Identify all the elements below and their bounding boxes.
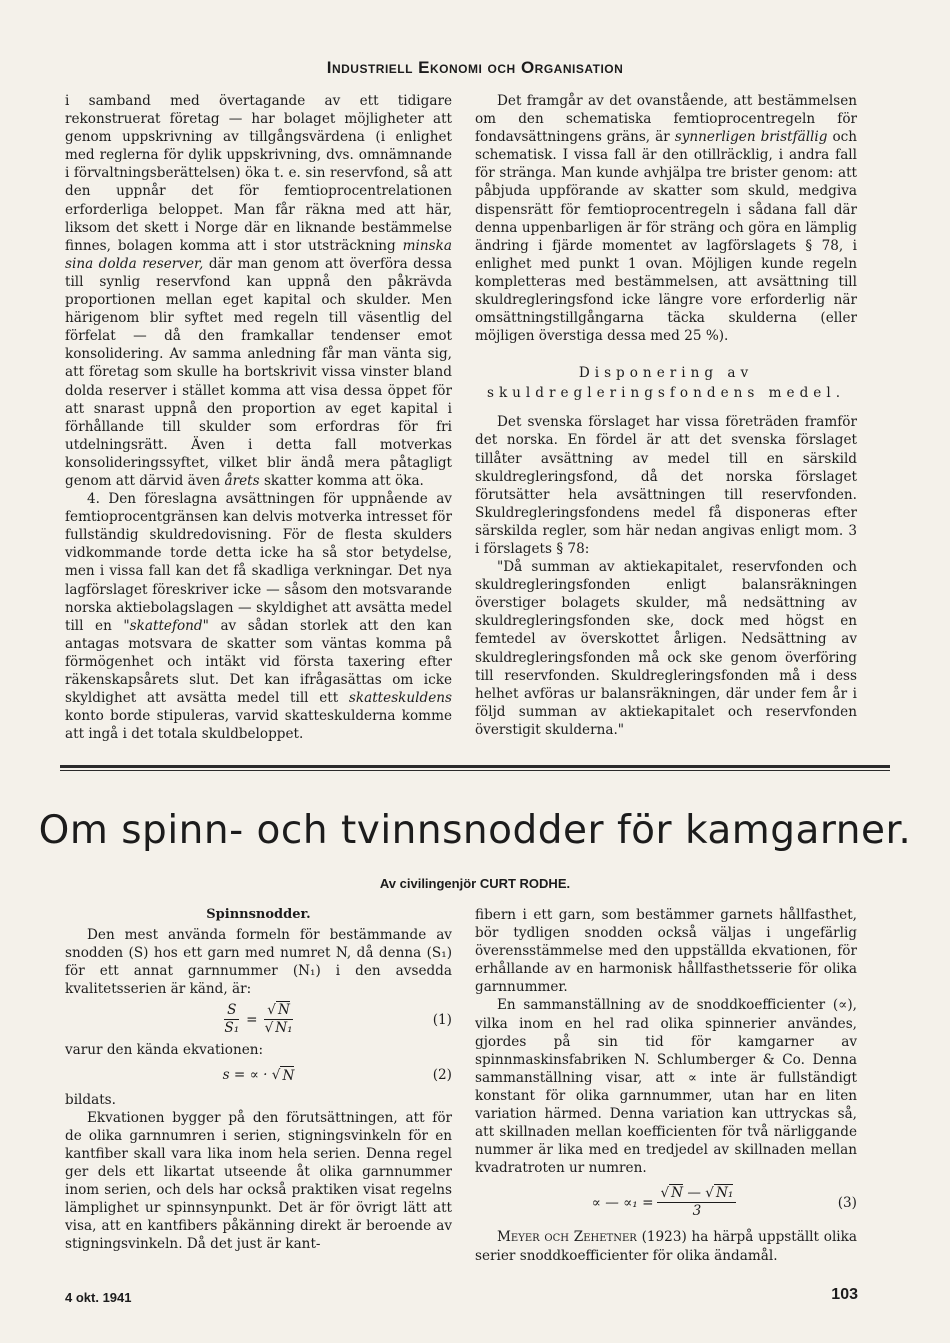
equation-1: $\frac{S}{\text{S₁}}$ = $\frac{√ N}{\text{√ N₁}}$ (1) (65, 1002, 452, 1037)
fraction: $\frac{√ N}{\text{√ N₁}}$ (264, 1002, 293, 1037)
section-divider (60, 765, 890, 768)
section-heading: Spinnsnodder. (206, 907, 311, 922)
equation-number: (3) (837, 1194, 857, 1211)
paragraph: fibern i ett garn, som bestämmer garnets hållfasthet, bör tydligen snodden också väljas i ungefärlig överensstämmelse med den uppställda ekvationen, för erhållande av en harmonisk hållfasthetsserie för olika garnnummer. (475, 907, 857, 996)
equation-number: (1) (432, 1011, 452, 1028)
issue-date: 4 okt. 1941 (65, 1290, 132, 1305)
bottom-left-column (65, 906, 452, 1254)
top-left-column (65, 92, 452, 743)
paragraph: i samband med övertagande av ett tidigare rekonstruerat företag — har bolaget möjligheter att genom uppskrivning av tillgångsvärdena (i enlighet med reglerna för dylik uppskrivning, dvs. omnämnande i förvaltningsberättelsen) öka t. e. sin reservfond, så att den uppnår det för femtioprocentrelationen erforderliga beloppet. Man får räkna med att här, liksom det skett i Norge där en liknande bestämmelse finnes, bolagen komma att i stor utsträckning minska sina dolda reserver, där man genom att överföra dessa till synlig reservfond kan uppnå den påkrävda proportionen mellan eget kapital och skulder. Men härigenom blir syftet med regeln till väsentlig del förfelat — då den framkallar tendenser emot konsolidering. Av samma anledning får man vänta sig, att företag som skulle ha bortskrivit vissa vinster bland dolda reserver i stället komma att visa dessa öppet för att snarast uppnå den proportion av eget kapital i förhållande till skulder som erfordras för fri utdelningsrätt. Även i detta fall motverkas konsolideringssyftet, vilket blir ändå mera påtagligt genom att därvid även årets skatter komma att öka. (65, 93, 452, 489)
paragraph: Meyer och Zehetner (1923) ha härpå uppställt olika serier snoddkoefficienter för olika ändamål. (475, 1229, 857, 1264)
fraction: $\frac{S}{\text{S₁}}$ (224, 1002, 240, 1037)
running-head: Industriell Ekonomi och Organisation (326, 58, 624, 77)
article-title: Om spinn- och tvinnsnodder för kamgarner. (38, 808, 912, 853)
bottom-right-column (475, 906, 857, 1265)
equation-2: s = ∝ · √ N (2) (222, 1067, 452, 1084)
section-heading: Disponering av skuldregleringsfondens medel. (486, 365, 846, 402)
paragraph: varur den kända ekvationen: (65, 1042, 264, 1059)
fraction: $\frac{\text{√ N — √ N₁}}{3}$ (657, 1185, 736, 1220)
page-number: 103 (831, 1286, 858, 1303)
paragraph: 4. Den föreslagna avsättningen för uppnående av femtioprocentgränsen kan delvis motverka intresset för fullständig skuldredovisning. För de flesta skulders vidkommande torde detta icke ha så stor betydelse, men i vissa fall kan det få skadliga verkningar. Det nya lagförslaget föreskriver icke — såsom den motsvarande norska aktiebolagslagen — skyldighet att avsätta medel till en "skattefond" av sådan storlek att den kan antagas motsvara de skatter som väntas komma på förmögenhet och intäkt vid första taxering efter räkenskapsårets slut. Det kan ifrågasättas om icke skyldighet att avsätta medel till ett skatteskuldens konto borde stipuleras, varvid skatteskulderna komme att ingå i det totala skuldbeloppet. (65, 491, 452, 743)
paragraph: Det framgår av det ovanstående, att bestämmelsen om den schematiska femtioprocentregeln för fondavsättningens gräns, är synnerligen bristfällig och schematisk. I vissa fall är den otillräcklig, i andra fall för stränga. Man kunde avhjälpa tre brister genom: att påbjuda uppförande av skatter som skuld, medgiva dispensrätt för femtioprocentregeln i sådana fall där denna uppenbarligen är för sträng och göra en lämplig ändring i fjärde momentet av lagförslagets § 78, i enlighet med punkt 1 ovan. Möjligen kunde regeln kompletteras med bestämmelsen, att avsättning till skuldregleringsfond icke längre vore erforderlig när omsättningstillgångarna täcka skulderna (eller möjligen överstiga dessa med 25 %). (475, 93, 857, 345)
equation-3: ∝ — ∝₁ = $\frac{\text{√ N — √ N₁}}{3}$ (3) (591, 1185, 857, 1220)
paragraph: Det svenska förslaget har vissa företräden framför det norska. En fördel är att det svenska förslaget tillåter avsättning av medel till en särskild skuldregleringsfond, då det norska förslaget förutsätter hela avsättningen till reservfonden. Skuldregleringsfondens medel få disponeras efter särskilda regler, som här nedan angivas enligt mom. 3 i förslagets § 78: (475, 414, 857, 557)
top-right-column (475, 92, 857, 739)
paragraph: En sammanställning av de snoddkoefficienter (∝), vilka inom en hel rad olika spinnerier användes, gjordes på sin tid för kamgarner av spinnmaskinsfabriken N. Schlumberger & Co. Denna sammanställning visar, att ∝ inte är fullständigt konstant för olika garnnummer, utan har en liten variation härmed. Denna variation kan uttryckas så, att skillnaden mellan koefficienten för två närliggande nummer är lika med en tredjedel av skillnaden mellan kvadratroten ur numren. (475, 997, 857, 1177)
article-byline: Av civilingenjör CURT RODHE. (379, 876, 571, 891)
paragraph: bildats. (65, 1091, 116, 1108)
paragraph: Ekvationen bygger på den förutsättningen, att för de olika garnnumren i serien, stigningsvinkeln för en kantfiber skall vara lika inom hela serien. Denna regel ger dels ett likartat utseende åt olika garnnummer inom serien, och dels har också praktiken visat regelns lämplighet ur spinnsynpunkt. Det är för övrigt lätt att visa, att en kantfibers påkänning direkt är beroende av stigningsvinkeln. Då det just är kant- (65, 1109, 452, 1253)
equation-number: (2) (432, 1067, 452, 1084)
quote-paragraph: "Då summan av aktiekapitalet, reservfonden och skuldregleringsfonden enligt balansräkningen överstiger bolagets skulder, må nedsättning av skuldregleringsfonden ske, dock med högst en femtedel av överskottet årligen. Nedsättning av skuldregleringsfonden må ock ske genom överföring till reservfonden. Skuldregleringsfonden må i dess helhet avföras ur balansräkningen, där under fem år i följd summan av aktiekapitalet och reservfonden överstigit skulderna." (475, 559, 857, 738)
paragraph: Den mest använda formeln för bestämmande av snodden (S) hos ett garn med numret N, då denna (S₁) för ett annat garnnummer (N₁) i den avsedda kvalitetsserien är känd, är: (65, 927, 452, 998)
section-divider-thin (60, 770, 890, 771)
